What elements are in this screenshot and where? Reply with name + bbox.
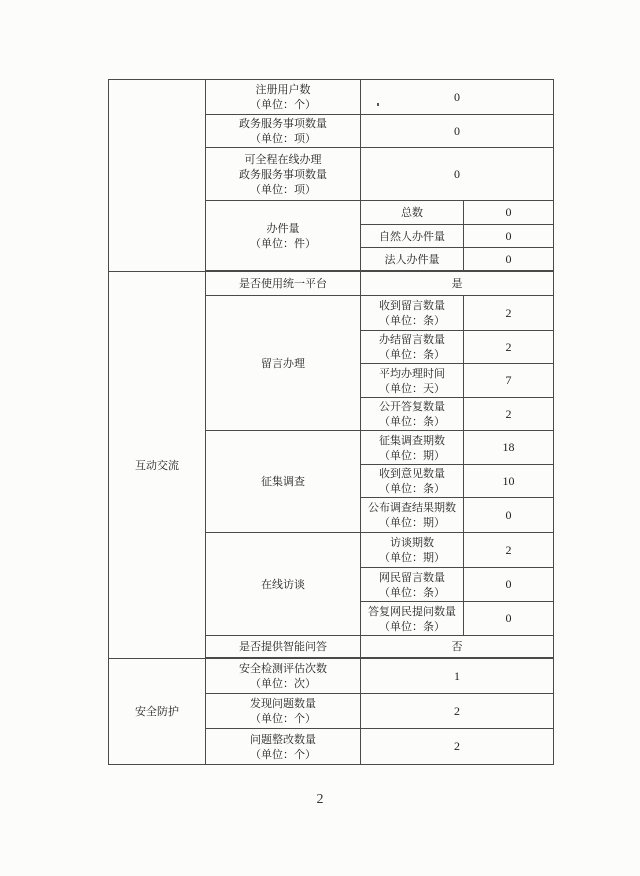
row-label-security-checks: 安全检测评估次数 （单位：次）: [206, 659, 361, 694]
row-label-registered-users: 注册用户数 （单位：个）: [206, 80, 361, 115]
row-label-interview: 在线访谈: [206, 533, 361, 636]
value-problems-found: 2: [361, 694, 554, 729]
sub-label-netizen-msgs: 网民留言数量 （单位：条）: [361, 568, 464, 602]
section-cell-interaction: 互动交流: [109, 272, 206, 659]
value-legal: 0: [464, 248, 554, 271]
value-avg-time: 7: [464, 364, 554, 398]
row-label-gov-service-items: 政务服务事项数量 （单位：项）: [206, 115, 361, 148]
value-full-online-items: 0: [361, 148, 554, 201]
value-smart-qa: 否: [361, 636, 554, 658]
value-unified-platform: 是: [361, 272, 554, 296]
sub-label-legal: 法人办件量: [361, 248, 464, 271]
value-security-checks: 1: [361, 659, 554, 694]
section-cell-service: [109, 80, 206, 272]
value-netizen-msgs: 0: [464, 568, 554, 602]
sub-label-survey-results: 公布调查结果期数 （单位：期）: [361, 498, 464, 533]
sub-label-avg-time: 平均办理时间 （单位：天）: [361, 364, 464, 398]
value-problems-fixed: 2: [361, 729, 554, 765]
value-natural: 0: [464, 225, 554, 248]
row-label-handling: 办件量 （单位：件）: [206, 201, 361, 271]
sub-label-survey-issues: 征集调查期数 （单位：期）: [361, 431, 464, 465]
sub-label-public-replies: 公开答复数量 （单位：条）: [361, 398, 464, 431]
value-messages-received: 2: [464, 296, 554, 331]
row-label-full-online-items: 可全程在线办理 政务服务事项数量 （单位：项）: [206, 148, 361, 201]
value-survey-results: 0: [464, 498, 554, 533]
value-gov-service-items: 0: [361, 115, 554, 148]
value-survey-issues: 18: [464, 431, 554, 465]
sub-label-interview-issues: 访谈期数 （单位：期）: [361, 533, 464, 568]
sub-label-natural: 自然人办件量: [361, 225, 464, 248]
value-answered: 0: [464, 602, 554, 636]
row-label-problems-fixed: 问题整改数量 （单位：个）: [206, 729, 361, 765]
statistics-table: [108, 79, 554, 765]
sub-label-messages-received: 收到留言数量 （单位：条）: [361, 296, 464, 331]
sub-label-answered: 答复网民提问数量 （单位：条）: [361, 602, 464, 636]
sub-label-survey-opinions: 收到意见数量 （单位：条）: [361, 465, 464, 498]
value-messages-resolved: 2: [464, 331, 554, 364]
sub-label-total: 总数: [361, 201, 464, 225]
page-number: 2: [316, 792, 324, 807]
sub-label-messages-resolved: 办结留言数量 （单位：条）: [361, 331, 464, 364]
row-label-messages: 留言办理: [206, 296, 361, 431]
row-label-unified-platform: 是否使用统一平台: [206, 272, 361, 296]
section-cell-security: 安全防护: [109, 659, 206, 765]
value-interview-issues: 2: [464, 533, 554, 568]
value-public-replies: 2: [464, 398, 554, 431]
row-label-smart-qa: 是否提供智能问答: [206, 636, 361, 658]
value-survey-opinions: 10: [464, 465, 554, 498]
value-registered-users: 0: [361, 80, 554, 115]
value-total: 0: [464, 201, 554, 225]
row-label-survey: 征集调查: [206, 431, 361, 533]
row-label-problems-found: 发现问题数量 （单位：个）: [206, 694, 361, 729]
